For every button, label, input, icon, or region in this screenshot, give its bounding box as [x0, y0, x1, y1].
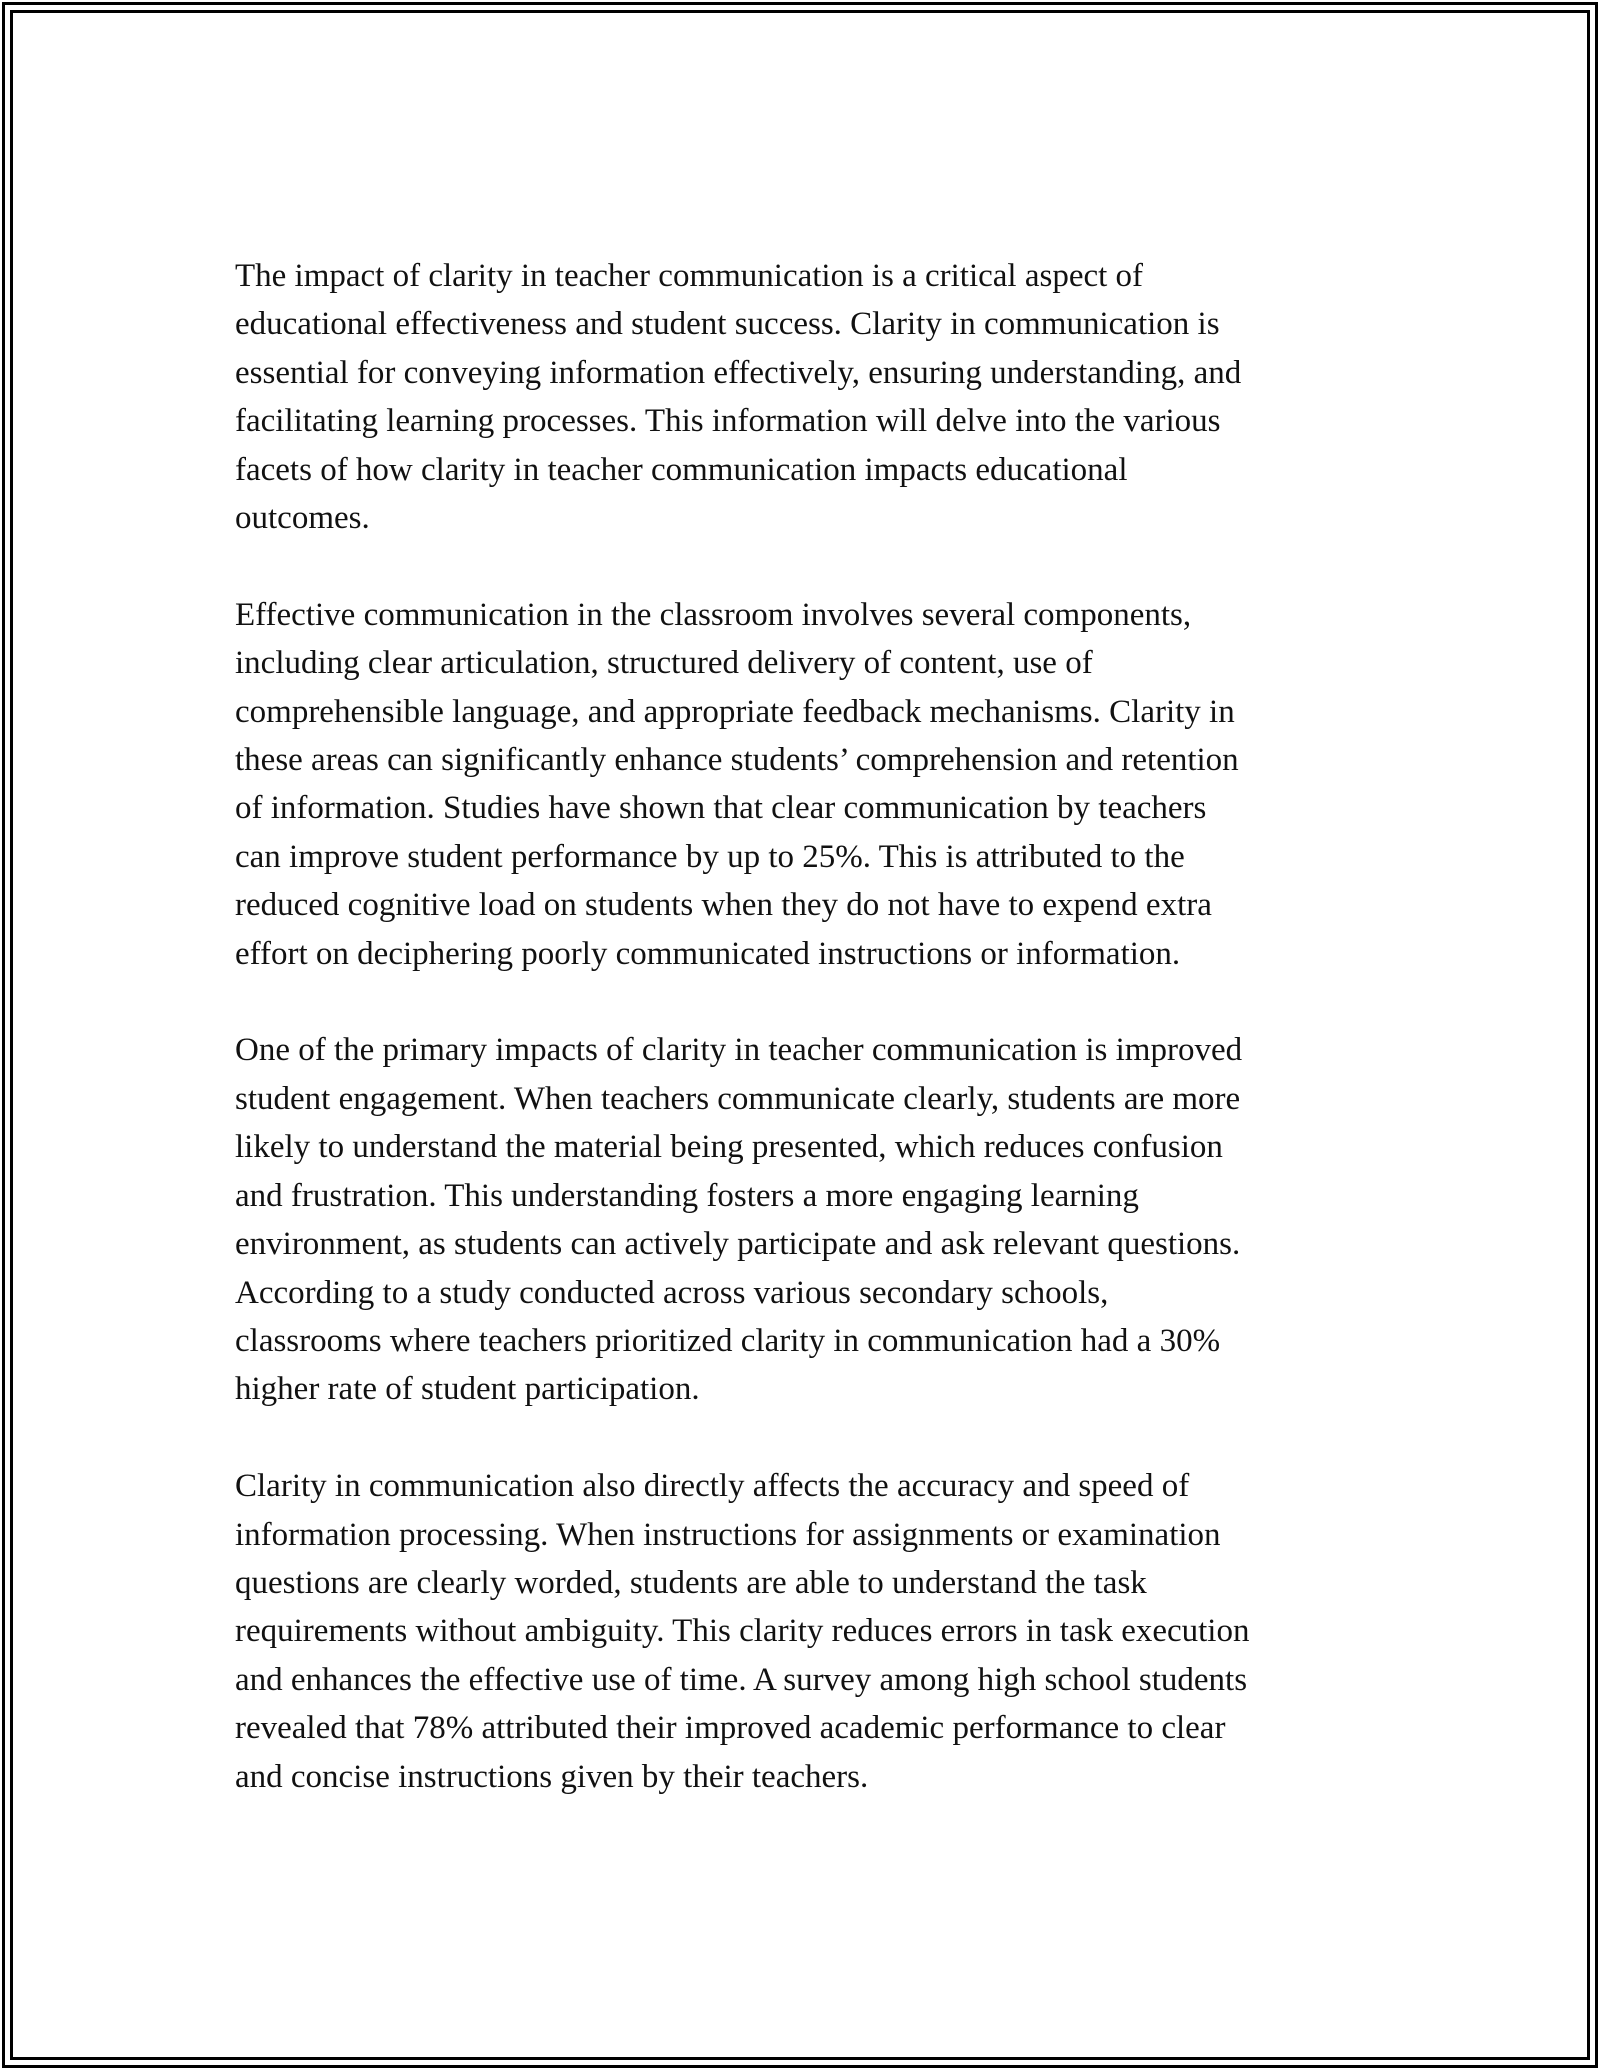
paragraph-2: Effective communication in the classroom involves several components, including clear articulation, structured delivery of content, use of comprehensible language, and appropriate feedback mechanisms. Clarity in these areas can significantly enhance students’ comprehension and retention of information. Studies have shown that clear communication by teachers can improve student performance by up to 25%. This is attributed to the reduced cognitive load on students when they do not have to expend extra effort on deciphering poorly communicated instructions or information. — [235, 596, 1239, 972]
paragraph-1: The impact of clarity in teacher communication is a critical aspect of educational effectiveness and student success. Clarity in communication is essential for conveying information effectively, ensuring understanding, and facilitating learning processes. This information will delve into the various facets of how clarity in teacher communication impacts educational outcomes. — [235, 258, 1242, 537]
paragraph-4: Clarity in communication also directly affects the accuracy and speed of information processing. When instructions for assignments or examination questions are clearly worded, students are able to understand the task requirements without ambiguity. This clarity reduces errors in task execution and enhances the effective use of time. A survey among high school students revealed that 78% attributed their improved academic performance to clear and concise instructions given by their teachers. — [235, 1468, 1250, 1795]
paragraph-3: One of the primary impacts of clarity in teacher communication is improved student engagement. When teachers communicate clearly, students are more likely to understand the material being presented, which reduces confusion and frustration. This understanding fosters a more engaging learning environment, as students can actively participate and ask relevant questions. According to a study conducted across various secondary schools, classrooms where teachers prioritized clarity in communication had a 30% higher rate of student participation. — [235, 1032, 1243, 1408]
document-body — [235, 252, 1375, 1849]
